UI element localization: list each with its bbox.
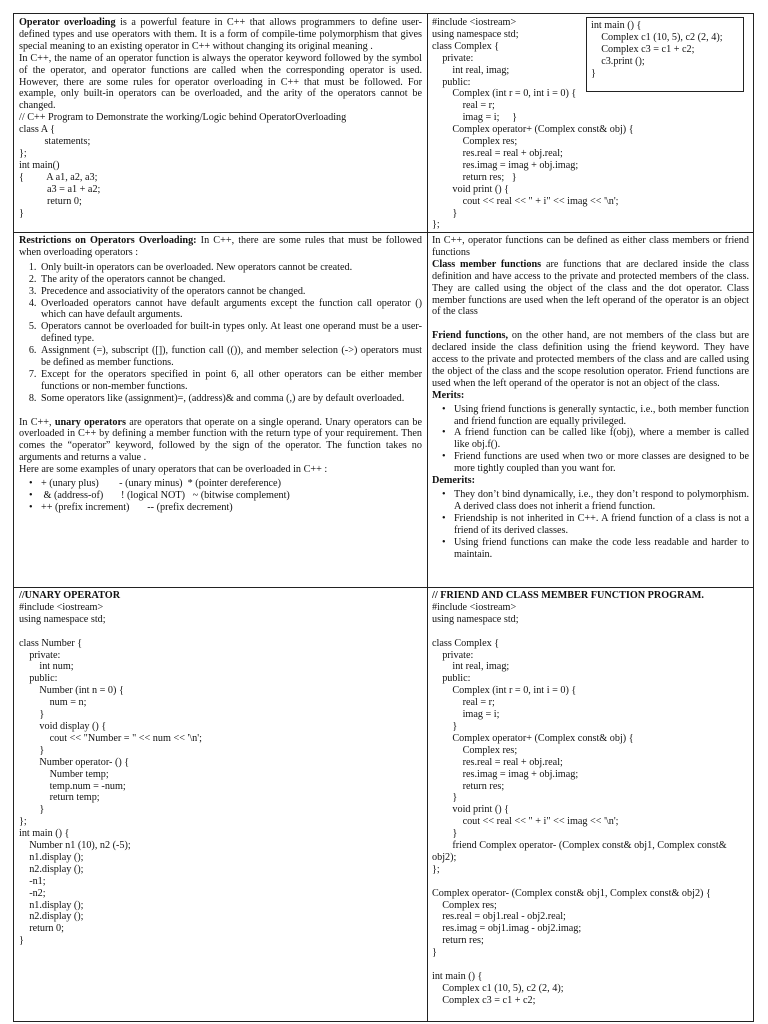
intro-heading: Operator overloading [19, 17, 116, 28]
code-line: n2.display (); [19, 911, 84, 923]
unary-code-cell [14, 587, 427, 1021]
code-line: Complex c1 (10, 5), c2 (2, 4); [591, 31, 723, 43]
code-line: } [432, 720, 458, 732]
code-line: Complex operator- (Complex const& obj1, Complex const& obj2) { [432, 887, 711, 899]
code-line: Complex res; [432, 136, 518, 148]
merit-item: • Friend functions are used when two or more classes are designed to be more tightly coupled than you want for. [454, 451, 749, 475]
code-line: cout << "Number = " << num << '\n'; [19, 732, 202, 744]
code-line: } [432, 947, 437, 959]
document-sheet [13, 13, 754, 1022]
friend-heading: Friend functions, [432, 330, 509, 342]
code-line: void print () { [432, 804, 510, 816]
code-line: res.real = obj1.real - obj2.real; [432, 911, 566, 923]
friend-paragraph [432, 330, 749, 390]
code-line: Complex res; [432, 744, 518, 756]
main-function-box [586, 17, 744, 92]
restriction-rule: 5. Operators cannot be overloaded for built-in types only. At least one operand must be a user-defined type. [39, 321, 422, 345]
class-member-paragraph [432, 259, 749, 319]
restriction-rule: 8. Some operators like (assignment)=, (address)& and comma (,) are by default overloaded. [39, 393, 422, 405]
code-line: int main () { [432, 971, 483, 982]
code-line: void print () { [432, 183, 510, 195]
code-line: res.imag = imag + obj.imag; [432, 159, 579, 171]
code-line: int real, imag; [432, 64, 510, 76]
restrictions-cell [14, 232, 427, 587]
code-line: class Number { [19, 637, 83, 649]
restriction-rule: 2. The arity of the operators cannot be changed. [39, 274, 422, 286]
merit-item: • A friend function can be called like f(obj), where a member is called like obj.f(). [454, 427, 749, 451]
code-line: friend Complex operator- (Complex const& obj1, Complex const& [432, 840, 727, 852]
code-line: res.imag = obj1.imag - obj2.imag; [432, 923, 582, 935]
code-line: obj2); [432, 851, 457, 863]
code-line: a3 = a1 + a2; [19, 183, 101, 195]
merits-heading: Merits: [432, 389, 465, 401]
code-line: public: [432, 673, 471, 685]
restriction-rule: 7. Except for the operators specified in point 6, all other operators can be either member functions or non-member functions. [39, 369, 422, 393]
unary-code-block [19, 602, 422, 947]
code-line: c3.print (); [591, 55, 645, 67]
code-line: Complex (int r = 0, int i = 0) { [432, 685, 577, 697]
code-line: }; [432, 863, 440, 875]
code-line: n2.display (); [19, 863, 84, 875]
code-line: Number operator- () { [19, 756, 130, 768]
restriction-rule: 4. Overloaded operators cannot have default arguments except the function call operator () which can have default arguments. [39, 298, 422, 322]
code-line: return temp; [19, 792, 100, 804]
code-line: int main() [19, 159, 60, 171]
code-line: int main () { [591, 20, 642, 31]
demerit-item: • They don’t bind dynamically, i.e., they don’t respond to polymorphism. A derived class does not inherit a friend function. [454, 489, 749, 513]
code-line: Complex operator+ (Complex const& obj) { [432, 124, 634, 136]
code-line: } [19, 709, 45, 721]
code-line: temp.num = -num; [19, 780, 126, 792]
restrictions-heading: Restrictions on Operators Overloading: [19, 235, 197, 246]
intro-paragraph-1 [19, 17, 422, 53]
restriction-rule: 1. Only built-in operators can be overloaded. New operators cannot be created. [39, 262, 422, 274]
code-line: void display () { [19, 720, 107, 732]
code-line: n1.display (); [19, 899, 84, 911]
unary-text: are operators that operate on a single operand. Unary operators can be overloaded in C++ by defining a member function with the return type of your requirement. Then comes the “operator” keyword, followed by the sign of the operator. The function takes no arguments and returns a value . [19, 416, 422, 464]
code-line: }; [432, 219, 440, 231]
code-line: private: [432, 52, 474, 64]
code-line: real = r; [432, 697, 495, 709]
code-line: { A a1, a2, a3; [19, 171, 98, 183]
code-line: statements; [19, 136, 91, 148]
intro-paragraph-2: In C++, the name of an operator function is always the operator keyword followed by the symbol of the operator, and operator functions are called when the corresponding operator is used. However, there are some rules for operator overloading in C++ that must be followed. For example, only built-in operators can be overloaded, and the arity of the operators cannot be changed. [19, 52, 422, 112]
demerit-item: • Using friend functions can make the code less readable and harder to maintain. [454, 537, 749, 561]
code-line: num = n; [19, 697, 87, 709]
code-line: return res; [432, 780, 505, 792]
code-line: int num; [19, 661, 74, 673]
unary-example: • & (address-of) ! (logical NOT) ~ (bitwise complement) [41, 490, 422, 502]
code-line: #include <iostream> [432, 601, 517, 613]
code-line: private: [19, 649, 61, 661]
unary-code-title: //UNARY OPERATOR [19, 590, 121, 601]
demerits-heading: Demerits: [432, 475, 475, 487]
friend-code-cell [427, 587, 754, 1021]
code-line: using namespace std; [19, 613, 106, 625]
code-line: imag = i; } [432, 112, 518, 124]
code-line: return 0; [19, 195, 82, 207]
code-line: imag = i; [432, 709, 500, 721]
code-line: cout << real << " + i" << imag << '\n'; [432, 195, 619, 207]
code-line: n1.display (); [19, 851, 84, 863]
code-line: } [19, 744, 45, 756]
unary-example: • ++ (prefix increment) -- (prefix decrement) [41, 502, 422, 514]
code-line: res.imag = imag + obj.imag; [432, 768, 579, 780]
code-line: Number temp; [19, 768, 109, 780]
code-line: res.real = real + obj.real; [432, 756, 563, 768]
unary-heading: unary operators [54, 416, 126, 428]
code-line: Complex c3 = c1 + c2; [591, 43, 695, 55]
code-line: return res; } [432, 171, 517, 183]
code-line: Complex operator+ (Complex const& obj) { [432, 732, 634, 744]
code-line [432, 876, 749, 888]
class-member-text: are functions that are declared inside the class definition and have access to the private and protected members of the class. They are called using the object of the class and the dot operator. Class member functions are used when the left operand of the operator is an object of the class [432, 258, 749, 318]
code-line: } [19, 207, 24, 219]
code-line: Number (int n = 0) { [19, 685, 124, 697]
complex-code-cell [427, 14, 754, 232]
code-line: real = r; [432, 100, 495, 112]
intro-cell [14, 14, 427, 232]
restrictions-intro-text: In C++, there are some rules that must be followed when overloading operators : [19, 235, 422, 258]
code-line: public: [432, 76, 471, 88]
code-line: return 0; [19, 923, 64, 935]
code-line: class Complex { [432, 40, 500, 52]
code-line: using namespace std; [432, 613, 519, 625]
code-line: using namespace std; [432, 28, 519, 40]
code-line: int real, imag; [432, 661, 510, 673]
code-line: return res; [432, 935, 484, 947]
code-line: } [432, 207, 458, 219]
intro-code-block [19, 112, 422, 219]
code-line: #include <iostream> [432, 17, 517, 28]
main-box-code [591, 20, 739, 80]
unary-pre: In C++, [19, 416, 55, 428]
code-line: } [432, 828, 458, 840]
restriction-rule: 3. Precedence and associativity of the operators cannot be changed. [39, 286, 422, 298]
code-line: class Complex { [432, 637, 500, 649]
code-line: Number n1 (10), n2 (-5); [19, 840, 131, 852]
friend-code-title: // FRIEND AND CLASS MEMBER FUNCTION PROGRAM. [432, 590, 704, 601]
friend-text: on the other hand, are not members of the class but are declared inside the class definition using the friend keyword. They have access to the private and protected members of the class and are called using the object of the class and the scope resolution operator. Friend functions are used when the left operand of the operator is not an object of the class. [432, 330, 749, 389]
code-line: private: [432, 649, 474, 661]
code-line: public: [19, 673, 58, 685]
code-line [432, 626, 749, 638]
code-line: } [432, 792, 458, 804]
restrictions-intro [19, 235, 422, 259]
examples-intro: Here are some examples of unary operators that can be overloaded in C++ : [19, 464, 328, 476]
code-line: } [591, 67, 596, 79]
restriction-rule: 6. Assignment (=), subscript ([]), function call (()), and member selection (->) operators must be defined as member functions. [39, 345, 422, 369]
code-line [432, 959, 749, 971]
code-line: -n1; [19, 875, 46, 887]
restrictions-list [19, 262, 422, 405]
unary-paragraph [19, 417, 422, 465]
code-line [19, 626, 422, 638]
merits-list [432, 404, 749, 475]
code-line: int main () { [19, 828, 70, 840]
class-member-heading: Class member functions [432, 258, 542, 270]
code-line: cout << real << " + i" << imag << '\n'; [432, 816, 619, 828]
code-line: res.real = real + obj.real; [432, 147, 563, 159]
friend-code-block [432, 602, 749, 1007]
code-line: Complex (int r = 0, int i = 0) { [432, 88, 577, 100]
intro-text: is a powerful feature in C++ that allows programmers to define user-defined types and use operators with them. It is a form of compile-time polymorphism that gives special meaning to an existing operator in C++ without changing its original meaning . [19, 17, 422, 52]
code-line: } [19, 804, 45, 816]
unary-examples-list [19, 478, 422, 514]
demerits-list [432, 489, 749, 560]
code-line: class A { [19, 124, 56, 136]
code-line: Complex c1 (10, 5), c2 (2, 4); [432, 982, 564, 994]
code-line: }; [19, 816, 27, 828]
code-line: Complex res; [432, 899, 497, 911]
merit-item: • Using friend functions is generally syntactic, i.e., both member function and friend function are equally privileged. [454, 404, 749, 428]
code-line: }; [19, 147, 27, 159]
code-line: Complex c3 = c1 + c2; [432, 994, 536, 1006]
friend-intro: In C++, operator functions can be defined as either class members or friend functions [432, 235, 749, 258]
code-line: // C++ Program to Demonstrate the working/Logic behind OperatorOverloading [19, 112, 347, 124]
code-line: } [19, 935, 24, 947]
friend-functions-cell [427, 232, 754, 587]
demerit-item: • Friendship is not inherited in C++. A friend function of a class is not a friend of its derived classes. [454, 513, 749, 537]
unary-example: • + (unary plus) - (unary minus) * (pointer dereference) [41, 478, 422, 490]
code-line: -n2; [19, 887, 46, 899]
code-line: #include <iostream> [19, 601, 104, 613]
